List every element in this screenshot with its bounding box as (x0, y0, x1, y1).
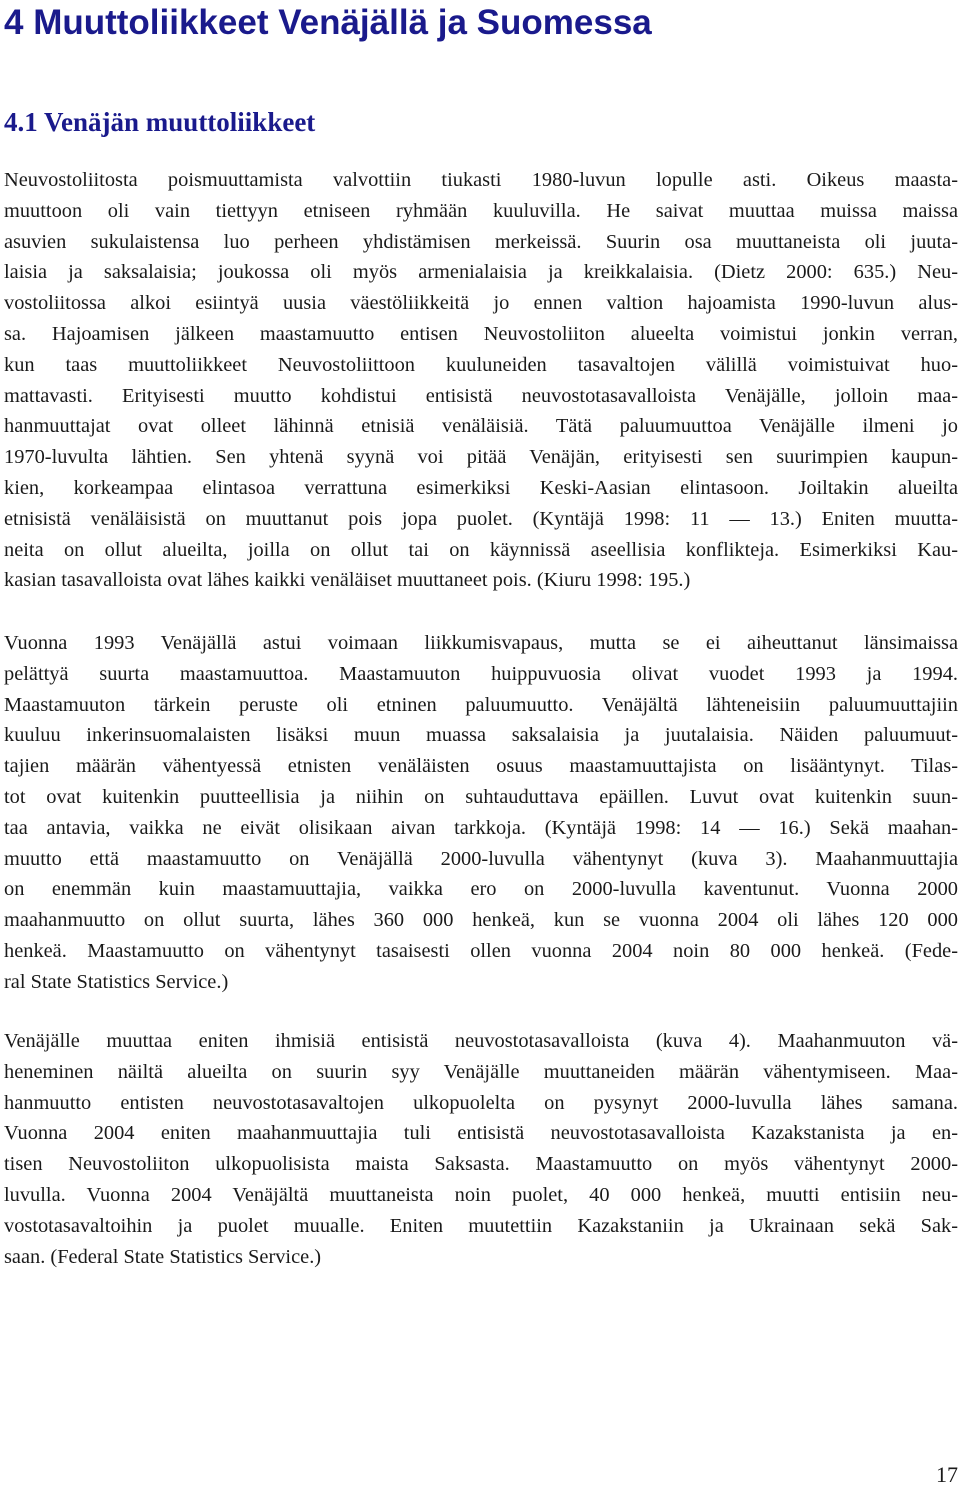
text-line: vostoliitossa alkoi esiintyä uusia väestöliikkeitä jo ennen valtion hajoamista 1990-luvun alus- (4, 292, 958, 315)
text-line: kun taas muuttoliikkeet Neuvostoliittoon kuuluneiden tasavaltojen välillä voimistuivat huo- (4, 353, 958, 376)
text-line: kuuluu inkerinsuomalaisten lisäksi muun muassa saksalaisia ja juutalaisia. Näiden paluumuut- (4, 724, 958, 747)
text-line: tisen Neuvostoliiton ulkopuolisista maista Saksasta. Maastamuutto on myös vähentynyt 2000- (4, 1153, 958, 1176)
text-line: vostotasavaltoihin ja puolet muualle. Eniten muutettiin Kazakstaniin ja Ukrainaan sekä Sak- (4, 1214, 958, 1237)
text-line: Neuvostoliitosta poismuuttamista valvottiin tiukasti 1980-luvun lopulle asti. Oikeus maasta- (4, 169, 958, 191)
paragraph-2 (4, 628, 958, 998)
section-title: 4.1 Venäjän muuttoliikkeet (4, 107, 316, 137)
text-line: tot ovat kuitenkin puutteellisia ja niihin on suhtauduttava epäillen. Luvut ovat kuitenkin suun- (4, 785, 958, 808)
text-line: Maastamuuton tärkein peruste oli etninen paluumuutto. Venäjältä lähteneisiin paluumuuttajiin (4, 693, 958, 716)
text-line: kasian tasavalloista ovat lähes kaikki venäläiset muuttaneet pois. (Kiuru 1998: 195.) (4, 569, 691, 592)
text-line: kien, korkeampaa elintasoa verrattuna esimerkiksi Keski-Aasian elintasoon. Joiltakin alueilta (4, 476, 958, 499)
text-line: laisia ja saksalaisia; joukossa oli myös armenialaisia ja kreikkalaisia. (Dietz 2000: 635.) Neu- (4, 261, 958, 284)
text-line: taa antavia, vaikka ne eivät olisikaan aivan tarkkoja. (Kyntäjä 1998: 14 — 16.) Sekä maahan- (4, 816, 958, 839)
text-line: asuvien sukulaistensa luo perheen yhdistämisen merkeissä. Suurin osa muuttaneista oli juuta- (4, 230, 958, 253)
paragraph-1 (4, 165, 958, 596)
text-line: muutto että maastamuutto on Venäjällä 2000-luvulla vähentynyt (kuva 3). Maahanmuuttajia (4, 847, 958, 870)
paragraph-3 (4, 1026, 958, 1272)
text-line: etnisistä venäläisistä on muuttanut pois jopa puolet. (Kyntäjä 1998: 11 — 13.) Eniten muutta- (4, 507, 958, 530)
text-line: henkeä. Maastamuutto on vähentynyt tasaisesti ollen vuonna 2004 noin 80 000 henkeä. (Fede- (4, 939, 958, 962)
text-line: saan. (Federal State Statistics Service.) (4, 1245, 322, 1268)
text-line: on enemmän kuin maastamuuttajia, vaikka ero on 2000-luvulla kaventunut. Vuonna 2000 (4, 878, 958, 901)
text-line: luvulla. Vuonna 2004 Venäjältä muuttaneista noin puolet, 40 000 henkeä, muutti entisiin neu- (4, 1183, 958, 1206)
text-line: pelättyä suurta maastamuuttoa. Maastamuuton huippuvuosia olivat vuodet 1993 ja 1994. (4, 662, 958, 685)
text-line: muuttoon oli vain tiettyyn etniseen ryhmään kuuluvilla. He saivat muuttaa muissa maissa (4, 199, 958, 222)
text-line: 1970-luvulta lähtien. Sen yhtenä syynä voi pitää Venäjän, erityisesti sen suurimpien kaupun- (4, 446, 958, 469)
text-line: tajien määrän vähentyessä etnisten venäläisten osuus maastamuuttajista on lisääntynyt. Tilas- (4, 755, 958, 778)
text-line: Vuonna 1993 Venäjällä astui voimaan liikkumisvapaus, mutta se ei aiheuttanut länsimaissa (4, 632, 958, 654)
text-line: sa. Hajoamisen jälkeen maastamuutto entisen Neuvostoliiton alueelta voimistui jonkin verran, (4, 322, 958, 345)
text-line: hanmuutto entisten neuvostotasavaltojen ulkopuolelta on pysynyt 2000-luvulla lähes samana. (4, 1091, 958, 1114)
text-line: hanmuuttajat ovat olleet lähinnä etnisiä venäläisiä. Tätä paluumuuttoa Venäjälle ilmeni jo (4, 415, 958, 438)
text-line: heneminen näiltä alueilta on suurin syy Venäjälle muuttaneiden määrän vähentymiseen. Maa- (4, 1060, 958, 1083)
text-line: ral State Statistics Service.) (4, 970, 229, 993)
chapter-title: 4 Muuttoliikkeet Venäjällä ja Suomessa (4, 3, 652, 42)
text-line: Venäjälle muuttaa eniten ihmisiä entisistä neuvostotasavalloista (kuva 4). Maahanmuuton vä- (4, 1030, 958, 1052)
text-line: maahanmuutto on ollut suurta, lähes 360 000 henkeä, kun se vuonna 2004 oli lähes 120 000 (4, 909, 958, 932)
text-line: Vuonna 2004 eniten maahanmuuttajia tuli entisistä neuvostotasavalloista Kazakstanista ja en- (4, 1122, 958, 1145)
text-line: neita on ollut alueilta, joilla on ollut tai on käynnissä aseellisia konflikteja. Esimerkiksi Kau- (4, 538, 958, 561)
page-number: 17 (936, 1462, 958, 1487)
text-line: mattavasti. Erityisesti muutto kohdistui entisistä neuvostotasavalloista Venäjälle, jolloin maa- (4, 384, 958, 407)
